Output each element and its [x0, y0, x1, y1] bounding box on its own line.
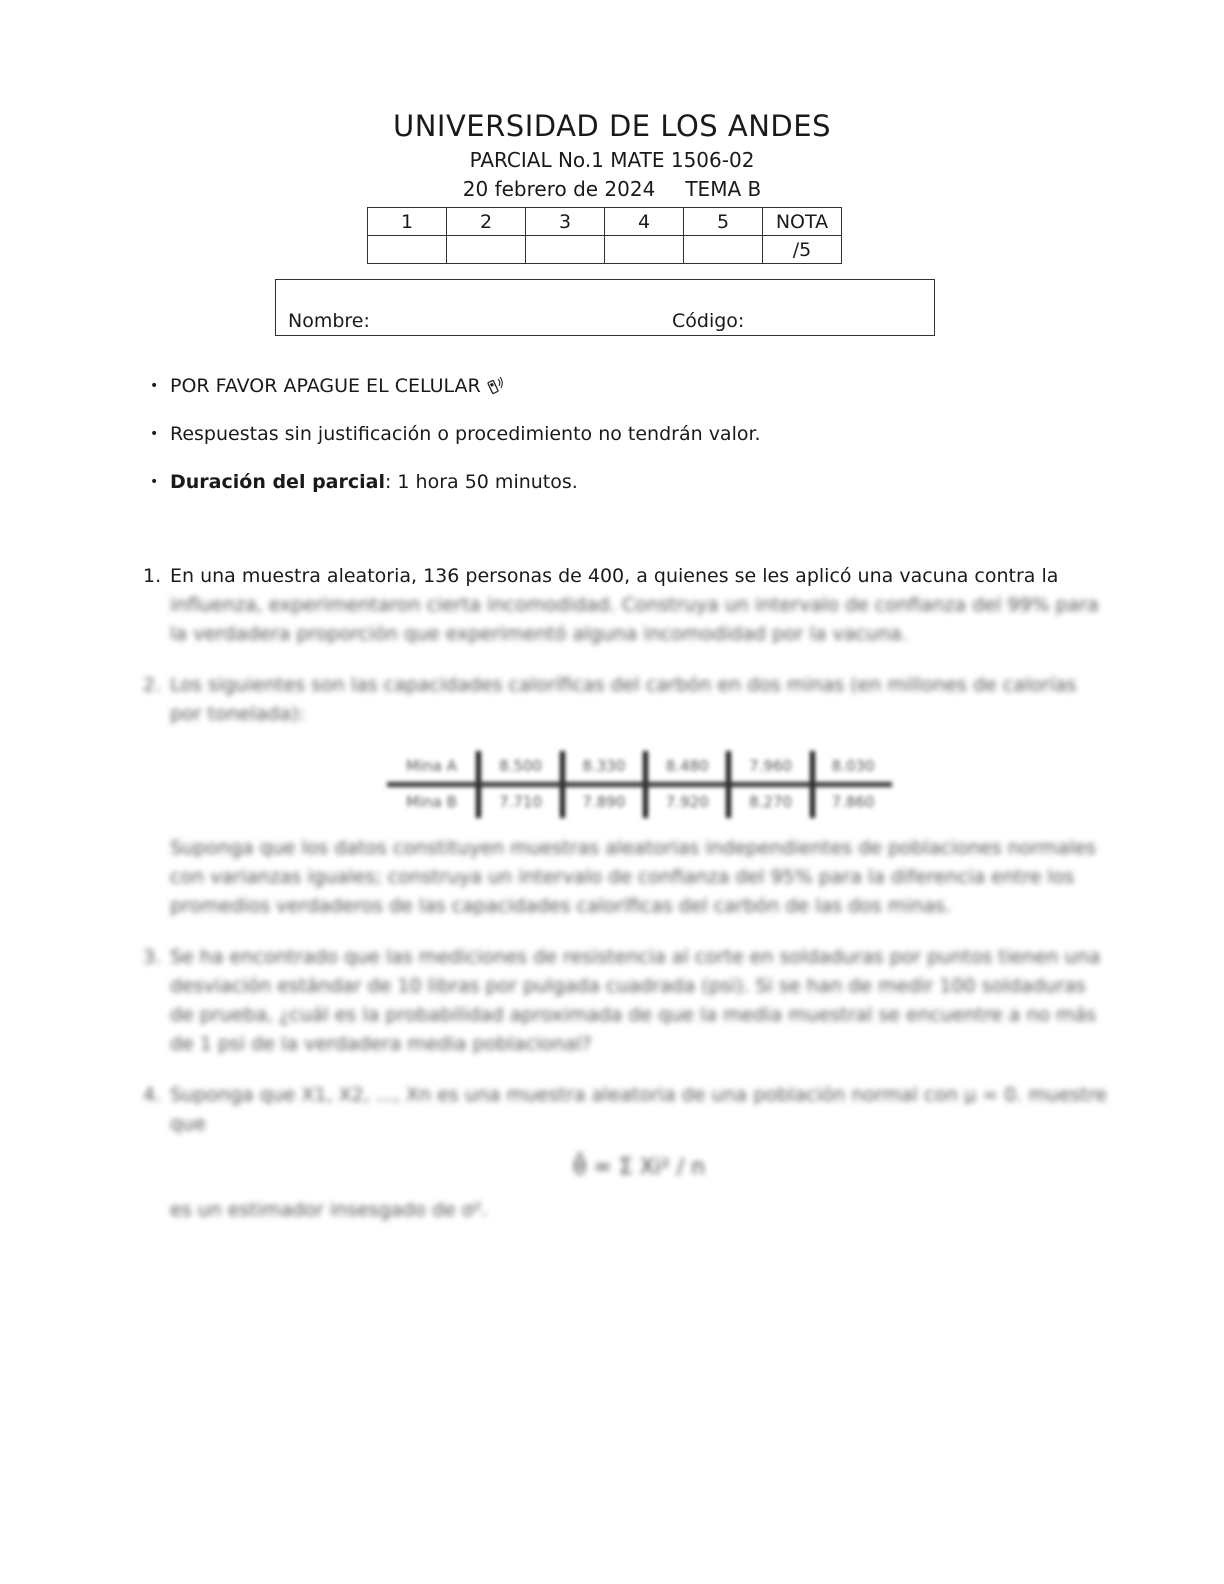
- student-info-box: [275, 279, 935, 336]
- grade-cell-5[interactable]: [684, 236, 763, 264]
- university-title: UNIVERSIDAD DE LOS ANDES: [393, 109, 831, 143]
- grade-header-5: 5: [684, 208, 763, 236]
- exam-date: 20 febrero de 2024: [462, 177, 656, 201]
- rule-justification: • Respuestas sin justificación o procedimiento no tendrán valor.: [148, 420, 761, 448]
- duration-value: : 1 hora 50 minutos.: [384, 471, 578, 493]
- question-2: 2. Los siguientes son las capacidades caloríficas del carbón en dos minas (en millones de calorías por tonelada): Mina A 8.500 8.330 8.480 7.960 8.030 Mina B 7.710 7.890 7.920 8.270 7.860 Suponga que los datos constituyen muestras aleatorias independientes de poblaciones normales con varianzas iguales; construya un intervalo de confianza del 95% para la diferencia entre los promedios verdaderos de las capacidades caloríficas del carbón de las dos minas.: [143, 671, 1108, 921]
- mines-table: [387, 751, 892, 818]
- grade-header-1: 1: [368, 208, 447, 236]
- question-4-text: Suponga que X1, X2, ..., Xn es una muestra aleatoria de una población normal con μ = 0. muestre que: [170, 1084, 1107, 1135]
- grade-cell-4[interactable]: [605, 236, 684, 264]
- exam-tema: TEMA B: [685, 177, 762, 201]
- question-3: 3. Se ha encontrado que las mediciones de resistencia al corte en soldaduras por puntos tienen una desviación estándar de 10 libras por pulgada cuadrada (psi). Si se han de medir 100 soldaduras de prueba, ¿cuál es la probabilidad aproximada de que la media muestral se encuentre a no más de 1 psi de la verdadera media poblacional?: [143, 943, 1108, 1059]
- name-label: Nombre:: [288, 310, 370, 332]
- duration-label: Duración del parcial: [170, 471, 385, 493]
- grade-cell-nota[interactable]: /5: [763, 236, 842, 264]
- grade-header-3: 3: [526, 208, 605, 236]
- course-line: PARCIAL No.1 MATE 1506-02: [469, 148, 755, 172]
- date-tema-line: [0, 175, 1224, 204]
- question-3-text: Se ha encontrado que las mediciones de resistencia al corte en soldaduras por puntos tienen una desviación estándar de 10 libras por pulgada cuadrada (psi). Si se han de medir 100 soldaduras de prueba, ¿cuál es la probabilidad aproximada de que la media muestral se encuentre a no más de 1 psi de la verdadera media poblacional?: [170, 946, 1101, 1055]
- question-1-text: En una muestra aleatoria, 136 personas de 400, a quienes se les aplicó una vacuna contra la: [170, 565, 1059, 587]
- question-4-formula: θ̂ = Σ Xi² / n: [572, 1155, 706, 1180]
- question-1-text-blurred: influenza, experimentaron cierta incomodidad. Construya un intervalo de confianza del 99% para la verdadera proporción que experimentó alguna incomodidad por la vacuna.: [170, 594, 1099, 645]
- grade-header-2: 2: [447, 208, 526, 236]
- mina-b-row: Mina B 7.710 7.890 7.920 8.270 7.860: [387, 785, 892, 819]
- question-2-text-after: Suponga que los datos constituyen muestras aleatorias independientes de poblaciones normales con varianzas iguales; construya un intervalo de confianza del 95% para la diferencia entre los promedios verdaderos de las capacidades caloríficas del carbón de las dos minas.: [170, 837, 1096, 917]
- exam-header: [0, 106, 1224, 204]
- rule-duration: [148, 468, 761, 496]
- grade-cell-1[interactable]: [368, 236, 447, 264]
- grade-header-4: 4: [605, 208, 684, 236]
- question-list: [143, 562, 1108, 1225]
- grade-cell-2[interactable]: [447, 236, 526, 264]
- question-2-text: Los siguientes son las capacidades caloríficas del carbón en dos minas (en millones de calorías por tonelada):: [170, 674, 1077, 725]
- question-1: 1. En una muestra aleatoria, 136 personas de 400, a quienes se les aplicó una vacuna contra la influenza, experimentaron cierta incomodidad. Construya un intervalo de confianza del 99% para la verdadera proporción que experimentó alguna incomodidad por la vacuna.: [143, 565, 1099, 645]
- grade-cell-3[interactable]: [526, 236, 605, 264]
- grade-header-nota: NOTA: [763, 208, 842, 236]
- question-4: 4. Suponga que X1, X2, ..., Xn es una muestra aleatoria de una población normal con μ = 0. muestre que θ̂ = Σ Xi² / n es un estimador insesgado de σ².: [143, 1081, 1108, 1225]
- grades-header-row: [368, 208, 842, 236]
- exam-rules: [148, 372, 761, 516]
- rule-phone: • POR FAVOR APAGUE EL CELULAR: [148, 372, 761, 400]
- mina-a-row: Mina A 8.500 8.330 8.480 7.960 8.030: [387, 751, 892, 785]
- grades-table: [367, 207, 842, 264]
- code-label: Código:: [672, 310, 745, 332]
- mobile-phone-icon: [487, 375, 505, 395]
- grades-value-row: [368, 236, 842, 264]
- question-4-text-after: es un estimador insesgado de σ².: [170, 1199, 488, 1221]
